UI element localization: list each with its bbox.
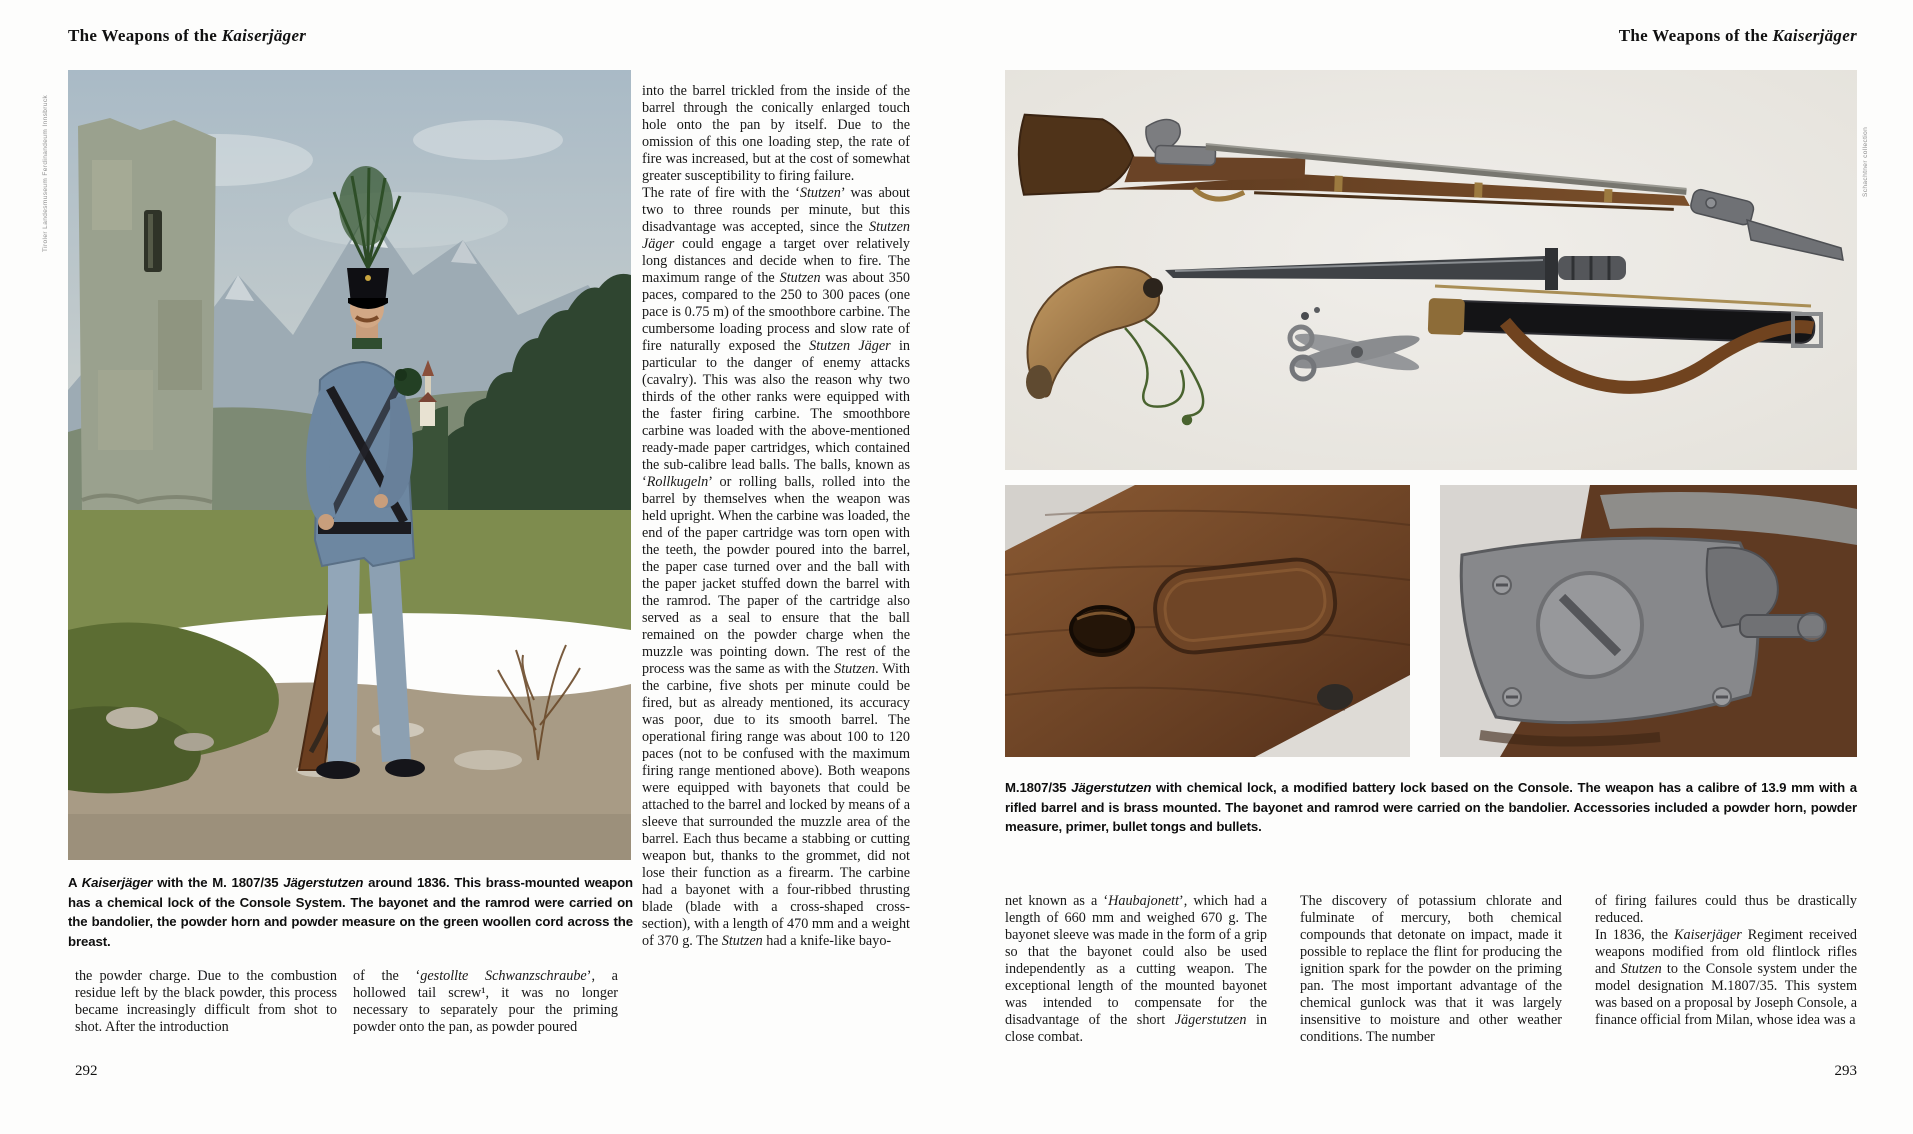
photo-lock-closeup	[1440, 485, 1857, 757]
running-head-right: The Weapons of the Kaiserjäger	[1618, 26, 1857, 45]
kaiserjaeger-painting	[68, 70, 631, 860]
patchbox-cover	[1151, 556, 1339, 656]
photo-stock-closeup	[1005, 485, 1410, 757]
photo-bottom-right-art	[1440, 485, 1857, 757]
photo-rifle-accessories	[1005, 70, 1857, 470]
photo-top-art	[1005, 70, 1857, 470]
tower-ruin	[78, 118, 216, 510]
text-column-1: net known as a ‘Haubajonett’, which had a length of 660 mm and weighed 670 g. The bayonet sleeve was made in the form of a grip so that the bayonet could also be used independently as a cutting weapon. The exceptional length of the mounted bayonet was intended to compensate for the disadvantage of the short Jägerstutzen in close combat.	[1005, 893, 1267, 1045]
page-number-left: 292	[75, 1063, 98, 1079]
image-credit-left: Tiroler Landesmuseum Ferdinandeum Innsbruck	[42, 94, 49, 252]
photo-bottom-left-art	[1005, 485, 1410, 757]
image-credit-right: Schachtner collection	[1862, 126, 1869, 197]
text-column-3: of firing failures could thus be drastically reduced. In 1836, the Kaiserjäger Regiment received weapons modified from old flintlock rifles and Stutzen to the Console system under the model designation M.1807/35. This system was based on a proposal by Joseph Console, a finance official from Milan, whose idea was a	[1595, 893, 1857, 1028]
sling-stud	[1317, 684, 1353, 710]
footer-column-2: of the ‘gestollte Schwanzschraube’, a hollowed tail screw¹, it was no longer necessary to separately pour the priming powder onto the pan, as powder poured	[353, 968, 618, 1035]
painting-art	[68, 70, 631, 860]
running-head-left: The Weapons of the Kaiserjäger	[68, 26, 307, 45]
main-text-column: into the barrel trickled from the inside of the barrel through the conically enlarged touch hole onto the pan by itself. Due to the omission of this one loading step, the rate of fire was increased, but at the cost of somewhat greater susceptibility to firing failure. The rate of fire with the ‘Stutzen’ was about two to three rounds per minute, but this disadvantage was accepted, since the Stutzen Jäger could engage a target over relatively long distances and decide when to fire. The maximum range of the Stutzen was about 350 paces, compared to the 250 to 300 paces (one pace is 0.75 m) of the smoothbore carbine. The cumbersome loading process and slow rate of fire naturally exposed the Stutzen Jäger in particular to the danger of enemy attacks (cavalry). This was also the reason why two thirds of the other ranks were equipped with the faster firing carbine. The smoothbore carbine was loaded with the above-mentioned ready-made paper cartridges, which contained the sub-calibre lead balls. The balls, known as ‘Rollkugeln’ or rolling balls, rolled into the barrel by themselves when the weapon was held upright. When the carbine was loaded, the end of the paper cartridge was torn open with the teeth, the powder poured into the barrel, the paper case turned over and the ball with the paper jacket stuffed down the barrel with the ramrod. The paper of the cartridge also served as a seal to ensure that the ball remained on the powder charge when the muzzle was pointing down. The rest of the process was the same as with the Stutzen. With the carbine, five shots per minute could be fired, but as already mentioned, its accuracy was poor, due to its smooth barrel. The operational firing range was about 100 to 120 paces (not to be confused with the maximum firing range mentioned above). Both weapons were equipped with bayonets that could be attached to the barrel and locked by means of a sleeve that surrounded the muzzle area of the barrel. Each thus became a stabbing or cutting weapon but, thanks to the grommet, did not lose their function as a firearm. The carbine had a bayonet with a four-ribbed thrusting blade (blade with a cross-shaped cross-section), with a length of 470 mm and a weight of 370 g. The Stutzen had a knife-like bayo-	[642, 83, 910, 949]
footer-column-1: the powder charge. Due to the combustion residue left by the black powder, this process became increasingly difficult from shot to shot. After the introduction	[75, 968, 337, 1035]
collar	[352, 338, 382, 349]
text-column-2: The discovery of potassium chlorate and fulminate of mercury, both chemical compounds that detonate on impact, made it possible to replace the flint for producing the ignition spark for the powder on the priming pan. The most important advantage of the chemical gunlock was that it was largely insensitive to moisture and other weather conditions. The number	[1300, 893, 1562, 1045]
page-number-right: 293	[1834, 1063, 1857, 1079]
leg-left	[328, 552, 360, 762]
painting-caption: A Kaiserjäger with the M. 1807/35 Jägerstutzen around 1836. This brass-mounted weapon has a chemical lock of the Console System. The bayonet and the ramrod were carried on the bandolier, the powder horn and powder measure on the green woollen cord across the breast.	[68, 875, 633, 949]
photo-caption: M.1807/35 Jägerstutzen with chemical lock, a modified battery lock based on the Console. The weapon has a calibre of 13.9 mm with a rifled barrel and is brass mounted. The bayonet and ramrod were carried on the bandolier. Accessories included a powder horn, powder measure, primer, bullet tongs and bullets.	[1005, 780, 1857, 834]
